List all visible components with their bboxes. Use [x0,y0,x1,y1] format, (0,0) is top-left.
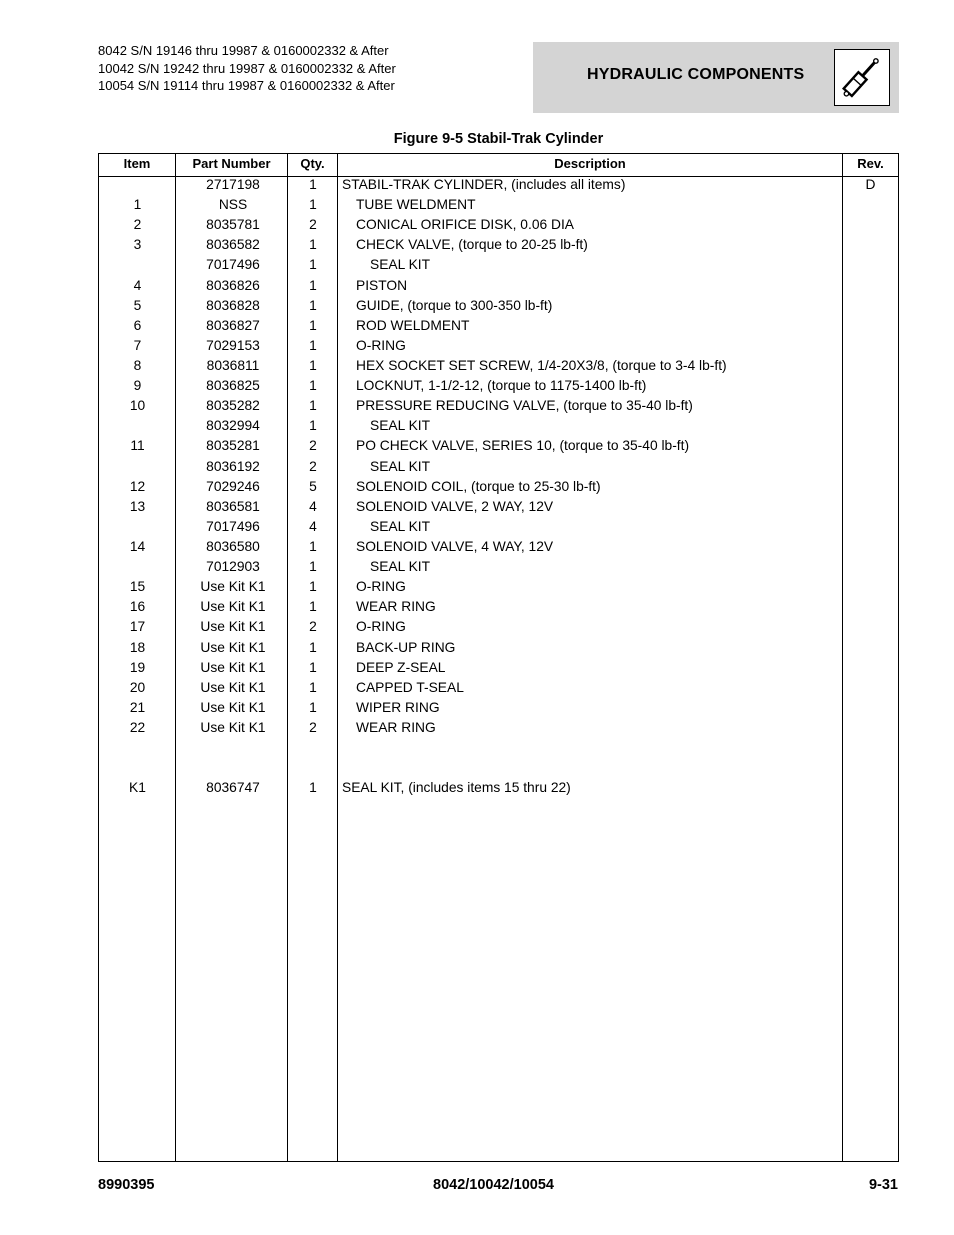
part-number-cell: 8036581 [206,498,260,514]
table-row [99,658,898,678]
description-cell: PO CHECK VALVE, SERIES 10, (torque to 35-40 lb-ft) [356,438,690,454]
table-spacer-row [99,738,898,778]
description-cell: WEAR RING [356,599,436,615]
part-number-cell: 8036826 [206,277,260,293]
description-cell: SEAL KIT [370,418,431,434]
description-cell: CHECK VALVE, (torque to 20-25 lb-ft) [356,237,588,253]
qty-cell: 1 [309,257,317,273]
qty-cell: 1 [309,538,317,554]
qty-cell: 1 [309,679,317,695]
part-number-cell: Use Kit K1 [200,579,266,595]
table-row [99,195,898,215]
qty-cell: 1 [309,780,317,796]
table-row [99,698,898,718]
table-row [99,255,898,275]
description-cell: ROD WELDMENT [356,317,470,333]
item-cell: 11 [130,438,145,454]
table-row [99,175,898,195]
qty-cell: 4 [309,498,317,514]
item-cell: 22 [129,719,146,735]
part-number-cell: 7029246 [206,478,260,494]
rev-cell: D [865,177,876,192]
description-cell: LOCKNUT, 1-1/2-12, (torque to 1175-1400 lb-ft) [356,378,647,394]
description-cell: SOLENOID VALVE, 4 WAY, 12V [356,538,554,554]
part-number-cell: Use Kit K1 [200,619,266,635]
description-cell: CONICAL ORIFICE DISK, 0.06 DIA [356,217,574,233]
header-qty: Qty. [300,156,325,171]
item-cell: 17 [129,619,146,635]
part-number-cell: Use Kit K1 [200,599,266,615]
description-cell: DEEP Z-SEAL [356,659,446,675]
item-cell: 20 [129,679,146,695]
table-row [99,235,898,255]
table-row [99,617,898,637]
item-cell: 21 [129,699,146,715]
qty-cell: 2 [309,438,317,454]
qty-cell: 2 [309,619,317,635]
part-number-cell: 7017496 [206,257,260,273]
part-number-cell: 8036747 [206,780,260,796]
item-cell: 4 [133,277,142,293]
table-row [99,356,898,376]
qty-cell: 1 [309,317,317,333]
part-number-cell: 8036811 [206,357,260,373]
item-cell: K1 [129,780,146,796]
item-cell: 10 [129,398,146,414]
footer-page-number: 9-31 [868,1177,898,1193]
item-cell: 5 [133,297,142,313]
footer-doc-number: 8990395 [98,1177,155,1193]
item-cell: 13 [129,498,146,514]
serial-number-block [98,42,396,95]
item-cell: 8 [133,357,142,373]
qty-cell: 1 [309,639,317,655]
part-number-cell: 8036192 [206,458,260,474]
part-number-cell: 8035781 [206,217,260,233]
qty-cell: 1 [309,297,317,313]
table-row [99,477,898,497]
header-rev: Rev. [857,156,884,171]
qty-cell: 1 [309,277,317,293]
description-cell: BACK-UP RING [356,639,456,655]
part-number-cell: 8036582 [206,237,260,253]
qty-cell: 1 [309,177,317,192]
part-number-cell: 8036580 [206,538,260,554]
description-cell: TUBE WELDMENT [356,197,476,213]
serial-line: 10054 S/N 19114 thru 19987 & 0160002332 & After [98,78,395,93]
item-cell: 7 [133,337,142,353]
section-title: HYDRAULIC COMPONENTS [587,66,805,83]
description-cell: HEX SOCKET SET SCREW, 1/4-20X3/8, (torque to 3-4 lb-ft) [356,357,727,373]
part-number-cell: 7012903 [206,559,260,575]
part-number-cell: NSS [218,197,248,213]
description-cell: SEAL KIT [370,458,431,474]
qty-cell: 2 [309,458,317,474]
table-row [99,336,898,356]
item-cell: 16 [129,599,146,615]
table-row [99,276,898,296]
header-description: Description [554,156,626,171]
part-number-cell: 2717198 [206,177,260,192]
table-row [99,376,898,396]
header-item: Item [123,156,151,171]
parts-table [98,153,899,1162]
description-cell: SOLENOID COIL, (torque to 25-30 lb-ft) [356,478,601,494]
figure-title: Figure 9-5 Stabil-Trak Cylinder [393,131,604,147]
qty-cell: 1 [309,599,317,615]
description-cell: O-RING [356,579,406,595]
table-row [99,457,898,477]
qty-cell: 1 [309,337,317,353]
description-cell: O-RING [356,619,406,635]
item-cell: 3 [133,237,142,253]
description-cell: O-RING [356,337,406,353]
part-number-cell: Use Kit K1 [200,659,266,675]
item-cell: 9 [133,378,142,394]
table-row [99,497,898,517]
part-number-cell: 7017496 [206,518,260,534]
description-cell: STABIL-TRAK CYLINDER, (includes all items) [342,177,626,192]
table-row [99,436,898,456]
part-number-cell: Use Kit K1 [200,699,266,715]
item-cell: 6 [133,317,142,333]
part-number-cell: 8035281 [206,438,260,454]
description-cell: PRESSURE REDUCING VALVE, (torque to 35-40 lb-ft) [356,398,693,414]
table-row [99,778,898,798]
qty-cell: 1 [309,418,317,434]
table-body [99,175,898,798]
section-header [533,42,899,113]
footer-models: 8042/10042/10054 [433,1177,554,1193]
hydraulic-cylinder-icon [834,49,890,106]
qty-cell: 1 [309,357,317,373]
item-cell: 1 [133,197,142,213]
table-row [99,577,898,597]
table-row [99,215,898,235]
item-cell: 2 [133,217,142,233]
description-cell: WIPER RING [356,699,440,715]
qty-cell: 1 [309,659,317,675]
part-number-cell: Use Kit K1 [200,639,266,655]
description-cell: PISTON [356,277,408,293]
description-cell: SEAL KIT, (includes items 15 thru 22) [342,780,571,796]
part-number-cell: 8036827 [206,317,260,333]
item-cell: 19 [129,659,146,675]
qty-cell: 4 [309,518,317,534]
part-number-cell: Use Kit K1 [200,679,266,695]
item-cell: 18 [129,639,146,655]
description-cell: SEAL KIT [370,518,431,534]
table-row [99,416,898,436]
qty-cell: 1 [309,559,317,575]
description-cell: WEAR RING [356,719,436,735]
serial-line: 10042 S/N 19242 thru 19987 & 0160002332 & After [98,60,396,76]
table-row [99,557,898,577]
table-row [99,537,898,557]
item-cell: 14 [129,538,146,554]
qty-cell: 5 [309,478,317,494]
description-cell: CAPPED T-SEAL [356,679,464,695]
part-number-cell: 8035282 [206,398,260,414]
table-row [99,296,898,316]
qty-cell: 2 [309,719,317,735]
serial-line: 8042 S/N 19146 thru 19987 & 0160002332 & After [98,43,389,58]
qty-cell: 1 [309,378,317,394]
qty-cell: 1 [309,579,317,595]
table-row [99,517,898,537]
qty-cell: 1 [309,237,317,253]
item-cell: 12 [129,478,146,494]
part-number-cell: 8036825 [206,378,260,394]
qty-cell: 2 [309,217,317,233]
qty-cell: 1 [309,699,317,715]
header-part-number: Part Number [192,156,271,171]
part-number-cell: 7029153 [206,337,260,353]
table-row [99,597,898,617]
qty-cell: 1 [309,197,317,213]
table-row [99,396,898,416]
table-row [99,316,898,336]
description-cell: SOLENOID VALVE, 2 WAY, 12V [356,498,554,514]
part-number-cell: Use Kit K1 [200,719,266,735]
part-number-cell: 8032994 [206,418,260,434]
description-cell: SEAL KIT [370,559,431,575]
item-cell: 15 [129,579,146,595]
table-row [99,678,898,698]
table-row [99,718,898,738]
qty-cell: 1 [309,398,317,414]
part-number-cell: 8036828 [206,297,260,313]
description-cell: GUIDE, (torque to 300-350 lb-ft) [356,297,553,313]
description-cell: SEAL KIT [370,257,431,273]
table-row [99,638,898,658]
